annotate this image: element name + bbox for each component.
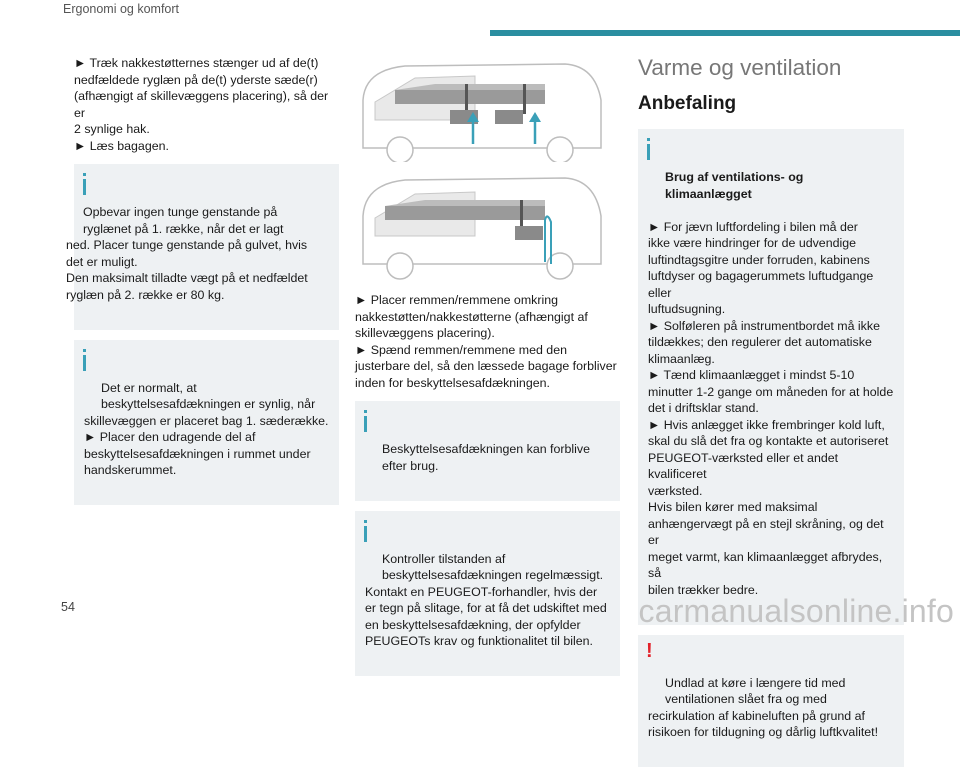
warning-note-text bbox=[648, 675, 894, 741]
warning-note bbox=[638, 635, 904, 767]
info-icon bbox=[83, 349, 86, 371]
note-line: ned. Placer tunge genstande på gulvet, hvis bbox=[66, 237, 329, 254]
info-note-text: ► For jævn luftfordeling i bilen må der ikke være hindringer for de udvendige luftindtagsgitre under forruden, kabinens luftdyser og bagagerummets luftudgange eller luftudsugning. ► Solføleren på instrumentbordet må ikke tildækkes; den regulerer det automatiske klimaanlæg. ► Tænd klimaanlægget i mindst 5-10 minutter 1-2 gange om måneden for at holde det i driftsklar stand. ► Hvis anlægget ikke frembringer kold luft, skal du slå det fra og kontakte et autoriseret PEUGEOT-værksted eller et andet kvalificeret værksted. Hvis bilen kører med maksimal anhængervægt på en stejl skråning, og det er meget varmt, kan klimaanlægget afbrydes, så bilen trækker bedre. bbox=[648, 219, 894, 599]
info-note-text bbox=[365, 441, 610, 474]
info-note bbox=[638, 129, 904, 625]
note-line: skillevæggen er placeret bag 1. sæderække. bbox=[84, 413, 329, 430]
info-icon bbox=[364, 520, 367, 542]
note-line: ► Placer den udragende del af bbox=[84, 429, 329, 446]
note-line: Kontroller tilstanden af bbox=[365, 551, 610, 568]
note-line: ryglæn på 2. række er 80 kg. bbox=[66, 287, 329, 304]
info-icon bbox=[647, 138, 650, 160]
note-line: Kontakt en PEUGEOT-forhandler, hvis der bbox=[365, 584, 610, 601]
column-middle bbox=[355, 60, 620, 676]
info-note bbox=[355, 401, 620, 501]
note-line: handskerummet. bbox=[84, 462, 329, 479]
chapter-title: Ergonomi og komfort bbox=[63, 2, 179, 16]
note-line: beskyttelsesafdækningen er synlig, når bbox=[84, 396, 329, 413]
note-line: Undlad at køre i længere tid med bbox=[648, 675, 894, 692]
info-icon bbox=[83, 173, 86, 195]
info-note bbox=[74, 340, 339, 506]
column-right bbox=[638, 55, 904, 767]
note-line: beskyttelsesafdækningen regelmæssigt. bbox=[365, 567, 610, 584]
section-title: Varme og ventilation bbox=[638, 55, 904, 81]
note-line: en beskyttelsesafdækning, der opfylder bbox=[365, 617, 610, 634]
note-line: PEUGEOTs krav og funktionalitet til bilen. bbox=[365, 633, 610, 650]
note-line: klimaanlægget bbox=[648, 186, 894, 203]
header-accent-bar bbox=[490, 30, 960, 36]
instructions-text: ► Træk nakkestøtternes stænger ud af de(t) nedfældede ryglæn på de(t) yderste sæde(r) (afhængigt af skillevæggens placering), så der er 2 synlige hak. ► Læs bagagen. bbox=[74, 55, 339, 154]
note-line: recirkulation af kabineluften på grund af bbox=[648, 708, 894, 725]
page-number: 54 bbox=[61, 600, 75, 614]
info-note bbox=[355, 511, 620, 677]
van-illustration-bottom bbox=[355, 172, 605, 282]
warning-icon: ! bbox=[646, 641, 653, 661]
info-note bbox=[74, 164, 339, 330]
note-line: ventilationen slået fra og med bbox=[648, 691, 894, 708]
info-note-text bbox=[84, 380, 329, 479]
watermark: carmanualsonline.info bbox=[639, 593, 955, 630]
column-left bbox=[74, 55, 339, 505]
note-line: beskyttelsesafdækningen i rummet under bbox=[84, 446, 329, 463]
note-line: Beskyttelsesafdækningen kan forblive bbox=[365, 441, 610, 458]
info-note-text bbox=[66, 204, 329, 303]
note-line: efter brug. bbox=[365, 458, 610, 475]
note-line: risikoen for tildugning og dårlig luftkvalitet! bbox=[648, 724, 894, 741]
instructions-text: ► Placer remmen/remmene omkring nakkestøtten/nakkestøtterne (afhængigt af skillevæggens placering). ► Spænd remmen/remmene med den justerbare del, så den læssede bagage forbliver inden for beskyttelsesafdækningen. bbox=[355, 292, 620, 391]
van-load-diagram-bottom bbox=[355, 172, 605, 282]
subsection-title: Anbefaling bbox=[638, 93, 904, 115]
note-line: Opbevar ingen tunge genstande på bbox=[66, 204, 329, 221]
note-line: Det er normalt, at bbox=[84, 380, 329, 397]
van-illustration-top bbox=[355, 60, 605, 162]
note-line: er tegn på slitage, for at få det udskiftet med bbox=[365, 600, 610, 617]
note-line: ryglænet på 1. række, når det er lagt bbox=[66, 221, 329, 238]
note-line: Den maksimalt tilladte vægt på et nedfældet bbox=[66, 270, 329, 287]
van-load-diagram-top bbox=[355, 60, 605, 162]
info-note-text bbox=[365, 551, 610, 650]
info-note-title bbox=[648, 169, 894, 202]
note-line: Brug af ventilations- og bbox=[648, 169, 894, 186]
note-line: det er muligt. bbox=[66, 254, 329, 271]
info-icon bbox=[364, 410, 367, 432]
